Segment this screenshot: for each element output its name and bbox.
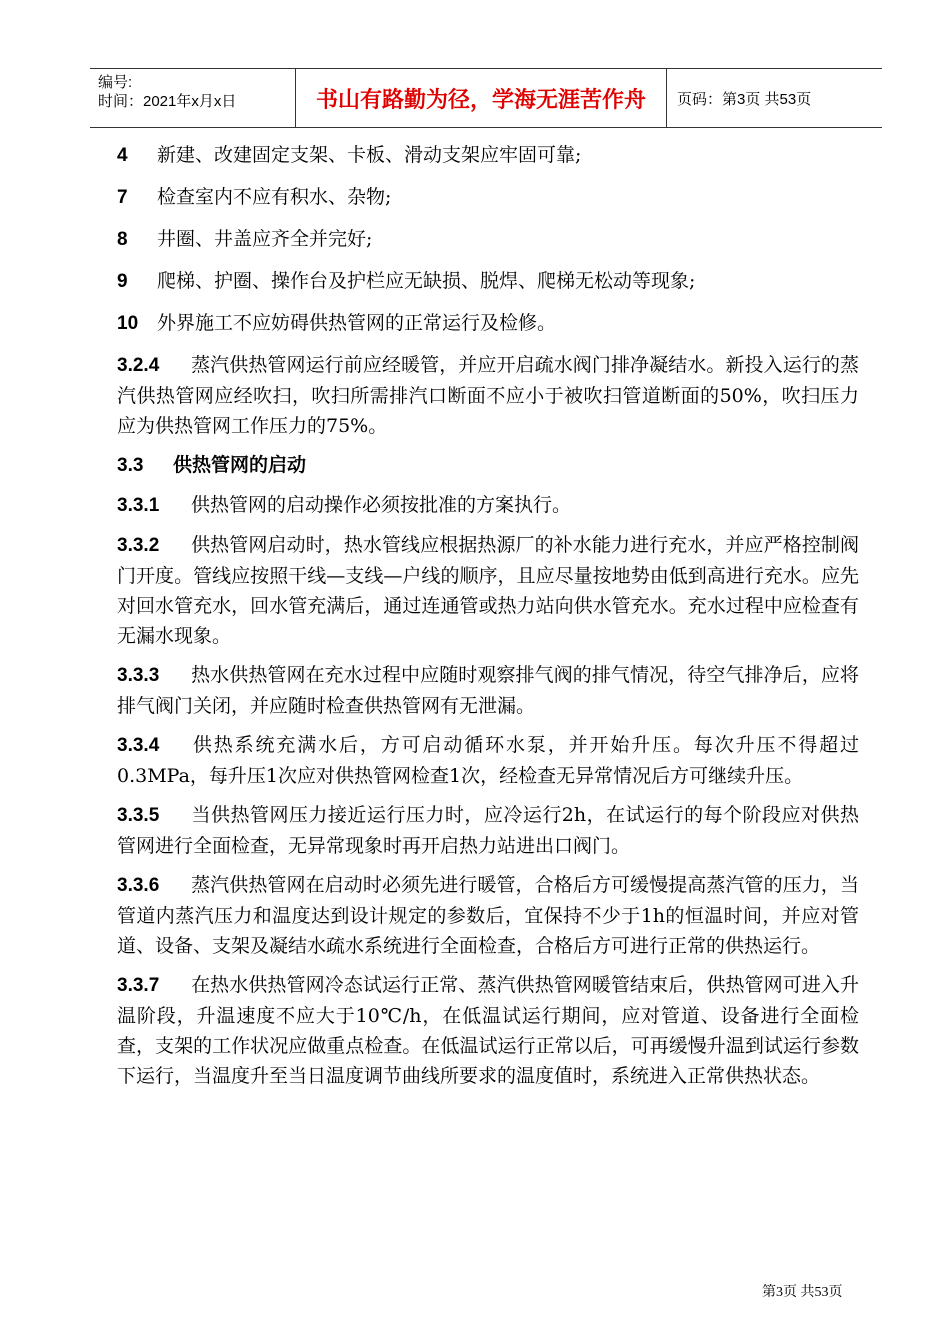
clause-3-3-7	[117, 970, 859, 1091]
document-number-label: 编号:	[98, 74, 133, 91]
clause-3-3-2	[117, 530, 859, 651]
list-item-text: 检查室内不应有积水、杂物;	[157, 186, 392, 208]
document-body	[117, 140, 859, 1100]
page-footer: 第3页 共53页	[762, 1285, 843, 1300]
clause-3-3-1	[117, 490, 859, 521]
clause-text: 热水供热管网在充水过程中应随时观察排气阀的排气情况，待空气排净后，应将排气阀门关闭，并应随时检查供热管网有无泄漏。	[117, 664, 859, 717]
list-item-number: 7	[117, 187, 128, 208]
clause-number: 3.3.1	[117, 495, 160, 516]
section-title: 供热管网的启动	[173, 454, 307, 476]
list-item-text: 爬梯、护圈、操作台及护栏应无缺损、脱焊、爬梯无松动等现象;	[157, 270, 696, 292]
section-number: 3.3	[117, 455, 144, 476]
list-item-text: 井圈、井盖应齐全并完好;	[157, 228, 373, 250]
section-heading	[117, 450, 859, 481]
clause-3-2-4	[117, 350, 859, 441]
list-item	[117, 140, 859, 171]
list-item	[117, 308, 859, 339]
list-item-text: 新建、改建固定支架、卡板、滑动支架应牢固可靠;	[157, 144, 582, 166]
clause-number: 3.3.2	[117, 535, 160, 556]
list-item-number: 8	[117, 229, 128, 250]
list-item	[117, 182, 859, 213]
list-item-text: 外界施工不应妨碍供热管网的正常运行及检修。	[157, 312, 557, 334]
list-item-number: 9	[117, 271, 128, 292]
clause-number: 3.3.4	[117, 735, 160, 756]
clause-text: 供热管网的启动操作必须按批准的方案执行。	[191, 494, 572, 516]
clause-3-3-4	[117, 730, 859, 791]
clause-text: 蒸汽供热管网在启动时必须先进行暖管，合格后方可缓慢提高蒸汽管的压力，当管道内蒸汽压力和温度达到设计规定的参数后，宜保持不少于1h的恒温时间，并应对管道、设备、支架及凝结水疏水系统进行全面检查，合格后方可进行正常的供热运行。	[117, 874, 859, 957]
header-motto: 书山有路勤为径，学海无涯苦作舟	[295, 69, 667, 127]
clause-text: 当供热管网压力接近运行压力时，应冷运行2h，在试运行的每个阶段应对供热管网进行全面检查，无异常现象时再开启热力站进出口阀门。	[117, 804, 859, 857]
header-meta	[90, 69, 295, 127]
clause-text: 供热管网启动时，热水管线应根据热源厂的补水能力进行充水，并应严格控制阀门开度。管线应按照干线—支线—户线的顺序，且应尽量按地势由低到高进行充水。应先对回水管充水，回水管充满后，通过连通管或热力站向供水管充水。充水过程中应检查有无漏水现象。	[117, 534, 859, 647]
clause-text: 在热水供热管网冷态试运行正常、蒸汽供热管网暖管结束后，供热管网可进入升温阶段，升温速度不应大于10℃/h，在低温试运行期间，应对管道、设备进行全面检查，支架的工作状况应做重点检查。在低温试运行正常以后，可再缓慢升温到试运行参数下运行，当温度升至当日温度调节曲线所要求的温度值时，系统进入正常供热状态。	[117, 974, 859, 1087]
clause-number: 3.3.3	[117, 665, 160, 686]
clause-number: 3.3.6	[117, 875, 160, 896]
document-time: 时间：2021年x月x日	[98, 93, 237, 110]
clause-text: 供热系统充满水后，方可启动循环水泵，并开始升压。每次升压不得超过0.3MPa，每升压1次应对供热管网检查1次，经检查无异常情况后方可继续升压。	[117, 734, 859, 787]
clause-number: 3.3.7	[117, 975, 160, 996]
page-header	[90, 68, 882, 128]
header-page-info: 页码：第3页 共53页	[677, 90, 812, 108]
list-item	[117, 266, 859, 297]
clause-text: 蒸汽供热管网运行前应经暖管，并应开启疏水阀门排净凝结水。新投入运行的蒸汽供热管网应经吹扫，吹扫所需排汽口断面不应小于被吹扫管道断面的50%，吹扫压力应为供热管网工作压力的75%。	[117, 354, 859, 437]
list-item	[117, 224, 859, 255]
clause-3-3-3	[117, 660, 859, 721]
clause-number: 3.3.5	[117, 805, 160, 826]
list-item-number: 10	[117, 313, 139, 334]
clause-3-3-5	[117, 800, 859, 861]
clause-3-3-6	[117, 870, 859, 961]
clause-number: 3.2.4	[117, 355, 160, 376]
list-item-number: 4	[117, 145, 128, 166]
